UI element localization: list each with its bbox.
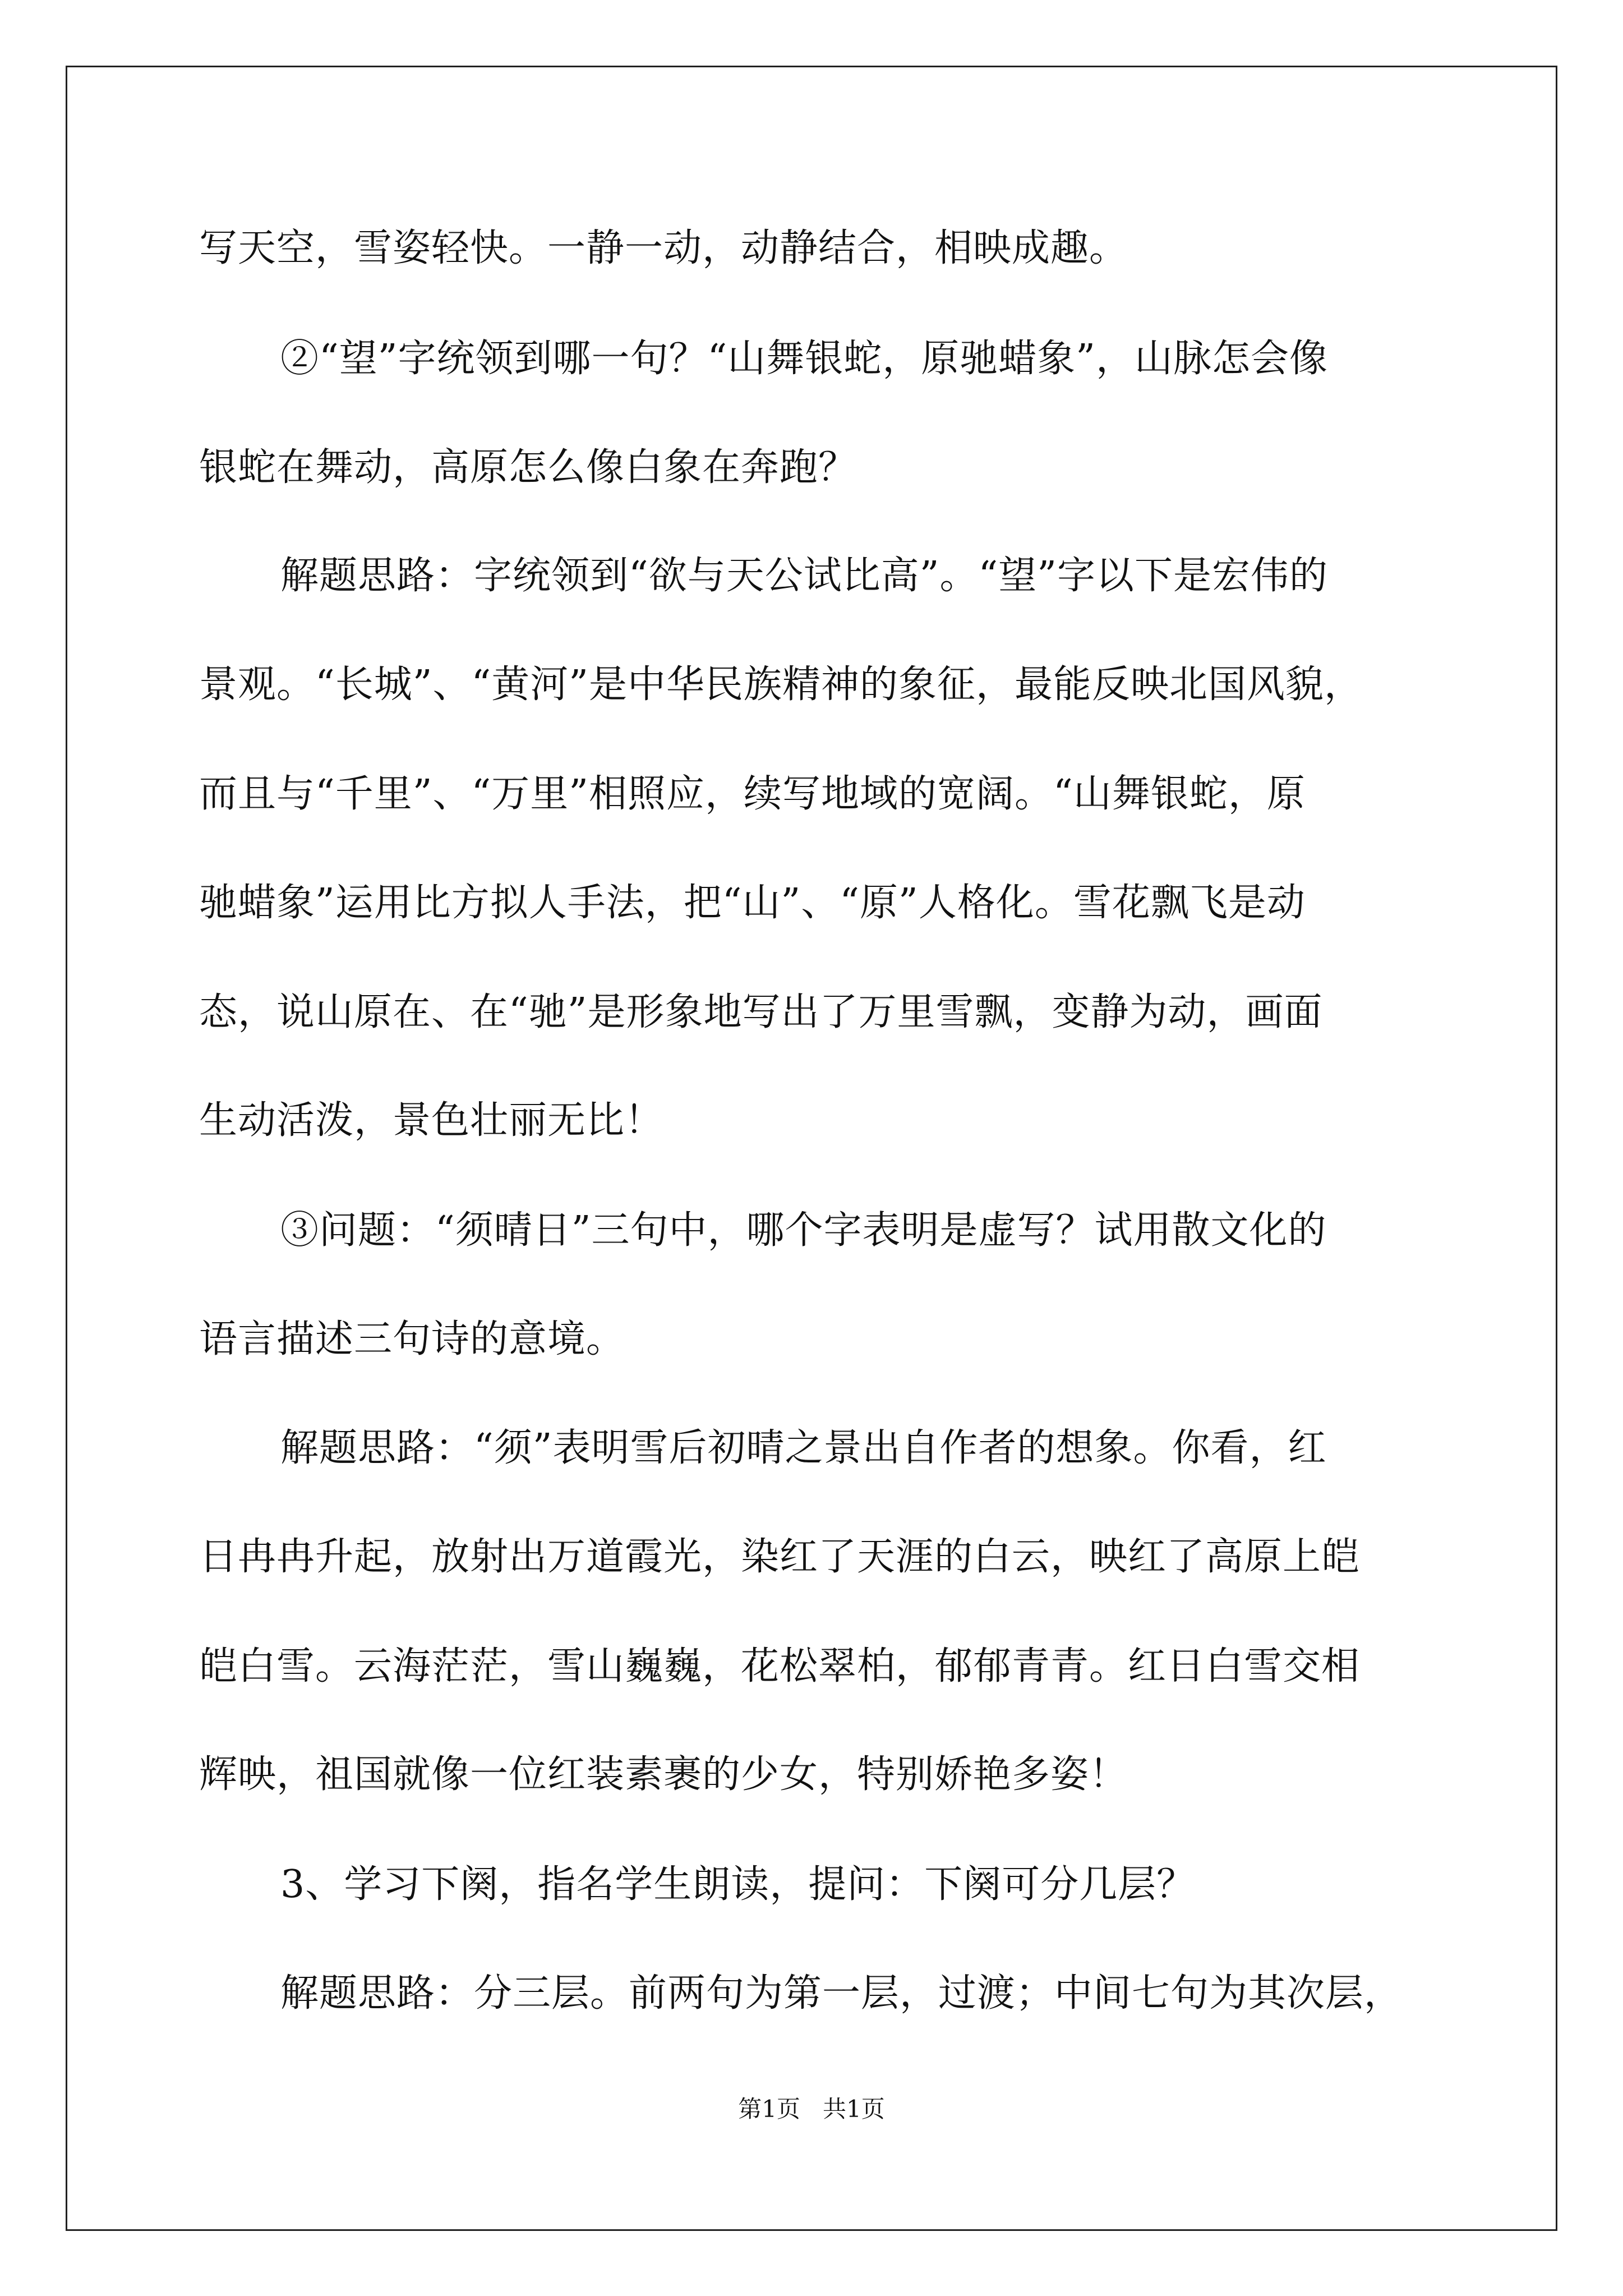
text-line-14: 皑白雪。云海茫茫，雪山巍巍，花松翠柏，郁郁青青。红日白雪交相: [199, 1644, 1361, 1688]
text-line-11: 语言描述三句诗的意境。: [199, 1317, 625, 1361]
text-line-8: 态，说山原在、在“驰”是形象地写出了万里雪飘，变静为动，画面: [199, 990, 1323, 1034]
text-line-1: 写天空，雪姿轻快。一静一动，动静结合，相映成趣。: [199, 226, 1128, 270]
text-line-13: 日冉冉升起，放射出万道霞光，染红了天涯的白云，映红了高原上皑: [199, 1535, 1361, 1579]
page-footer: 第1页 共1页: [738, 2095, 885, 2123]
text-line-7: 驰蜡象”运用比方拟人手法，把“山”、“原”人格化。雪花飘飞是动: [199, 881, 1306, 925]
text-line-3: 银蛇在舞动，高原怎么像白象在奔跑？: [199, 445, 857, 490]
text-line-5: 景观。“长城”、“黄河”是中华民族精神的象征，最能反映北国风貌，: [199, 662, 1363, 707]
text-line-2: ②“望”字统领到哪一句？“山舞银蛇，原驰蜡象”，山脉怎会像: [280, 337, 1329, 381]
text-line-12: 解题思路：“须”表明雪后初晴之景出自作者的想象。你看，红: [280, 1426, 1327, 1470]
text-line-17: 解题思路：分三层。前两句为第一层，过渡；中间七句为其次层，: [280, 1971, 1403, 2016]
text-line-10: ③问题：“须晴日”三句中，哪个字表明是虚写？试用散文化的: [280, 1208, 1327, 1253]
text-line-6: 而且与“千里”、“万里”相照应，续写地域的宽阔。“山舞银蛇，原: [199, 772, 1306, 816]
text-line-15: 辉映，祖国就像一位红装素裹的少女，特别娇艳多姿！: [199, 1752, 1128, 1797]
text-line-4: 解题思路：字统领到“欲与天公试比高”。“望”字以下是宏伟的: [280, 554, 1329, 598]
text-line-9: 生动活泼，景色壮丽无比！: [199, 1098, 664, 1143]
text-line-16: 3、学习下阕，指名学生朗读，提问：下阕可分几层？: [280, 1862, 1196, 1907]
